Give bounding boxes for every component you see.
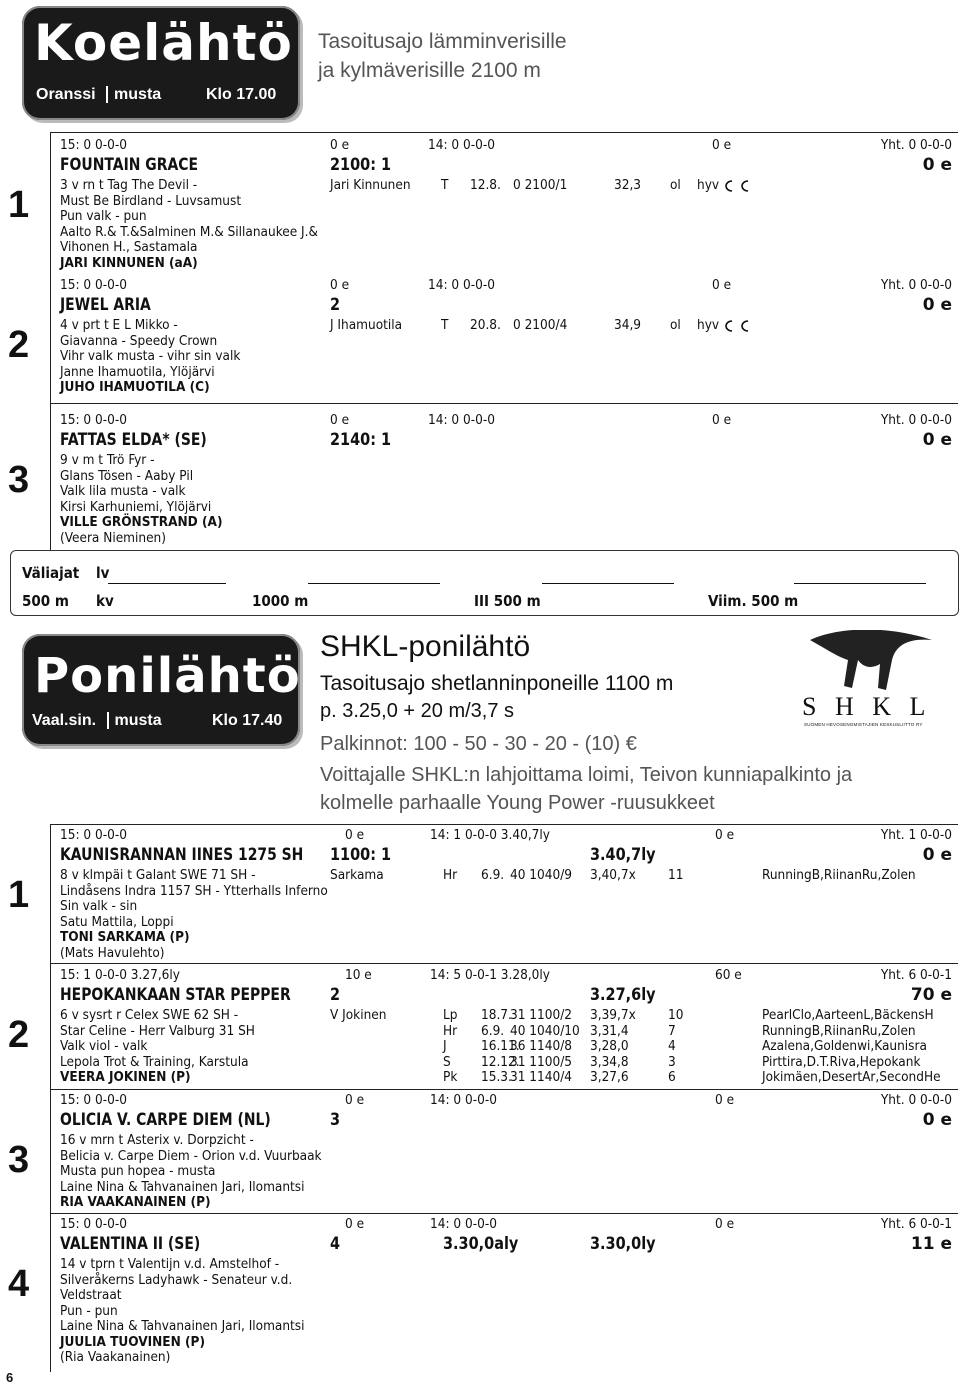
total-earnings: 0 e bbox=[922, 155, 952, 175]
start-result: 36 1140/8 bbox=[510, 1038, 573, 1054]
valiajat-viim: Viim. 500 m bbox=[708, 592, 799, 610]
start-top3: RunningB,RiinanRu,Zolen bbox=[762, 1022, 916, 1039]
info-line: Valk viol - valk bbox=[60, 1038, 148, 1054]
horse-name: OLICIA V. CARPE DIEM (NL) bbox=[60, 1110, 271, 1130]
stat-14: 14: 0 0-0-0 bbox=[430, 1092, 497, 1108]
badge-color-1: Oranssi bbox=[36, 86, 96, 103]
info-line: Star Celine - Herr Valburg 31 SH bbox=[60, 1022, 255, 1039]
horse-name: FOUNTAIN GRACE bbox=[60, 155, 199, 175]
stat-total: Yht. 6 0-0-1 bbox=[880, 1216, 952, 1232]
info-line: Sin valk - sin bbox=[60, 898, 138, 914]
info-line: Lepola Trot & Training, Karstula bbox=[60, 1053, 249, 1070]
info-line: Kirsi Karhuniemi, Ylöjärvi bbox=[60, 498, 212, 515]
info-line: 4 v prt t E L Mikko - bbox=[60, 317, 178, 333]
info-line: (Veera Nieminen) bbox=[60, 529, 166, 546]
info-line: JUULIA TUOVINEN (P) bbox=[60, 1333, 205, 1350]
info-line: Vihr valk musta - vihr sin valk bbox=[60, 348, 241, 364]
horse-name: FATTAS ELDA* (SE) bbox=[60, 430, 207, 450]
info-line: RIA VAAKANAINEN (P) bbox=[60, 1194, 211, 1210]
info-line: Laine Nina & Tahvanainen Jari, Ilomantsi bbox=[60, 1178, 305, 1195]
record: 3.27,6ly bbox=[590, 985, 656, 1005]
pony-note-1: Voittajalle SHKL:n lahjoittama loimi, Teivon kunniapalkinto ja bbox=[320, 764, 853, 786]
start-date: 18.7. bbox=[481, 1007, 512, 1023]
badge-colors bbox=[36, 86, 161, 104]
info-line: Pun - pun bbox=[60, 1302, 118, 1319]
entry-number: 3 bbox=[8, 459, 30, 501]
stat-15: 15: 1 0-0-0 3.27,6ly bbox=[60, 967, 180, 983]
start-top3: Pirttira,D.T.Riva,Hepokank bbox=[762, 1053, 921, 1070]
start-result: 40 1040/10 bbox=[510, 1022, 580, 1039]
info-line: Valk lila musta - valk bbox=[60, 483, 186, 499]
info-line: TONI SARKAMA (P) bbox=[60, 929, 190, 945]
valiajat-iii: III 500 m bbox=[474, 592, 541, 610]
start-driver: Jari Kinnunen bbox=[330, 177, 411, 193]
start-date: 12.8. bbox=[470, 177, 501, 193]
stat-total: Yht. 0 0-0-0 bbox=[880, 412, 952, 428]
stat-14: 14: 0 0-0-0 bbox=[428, 412, 495, 428]
start-track: J bbox=[443, 1038, 447, 1054]
stat-15-earnings: 0 e bbox=[330, 137, 350, 153]
start-track: Pk bbox=[443, 1069, 458, 1085]
start-time: 34,9 bbox=[614, 317, 642, 333]
start-top3: Azalena,Goldenwi,Kaunisra bbox=[762, 1038, 927, 1054]
start-hyv: hyv bbox=[697, 177, 720, 193]
start-result: 31 1140/4 bbox=[510, 1069, 573, 1085]
start-date: 16.11. bbox=[481, 1038, 520, 1054]
shoes-icon bbox=[720, 320, 752, 332]
info-line: Glans Tösen - Aaby Pil bbox=[60, 467, 194, 484]
pony-note-2: kolmelle parhaalle Young Power -ruusukkeet bbox=[320, 792, 715, 814]
record-2: 3.30,0aly bbox=[443, 1234, 519, 1254]
race-title-line1: Tasoitusajo lämminverisille bbox=[318, 30, 567, 53]
start-time: 3,34,8 bbox=[590, 1053, 629, 1070]
horse-heads-icon bbox=[800, 630, 940, 694]
entry-number: 1 bbox=[8, 184, 30, 226]
stat-15-earnings: 0 e bbox=[330, 277, 350, 293]
start-track: Hr bbox=[443, 867, 458, 883]
shoes-icon bbox=[720, 180, 752, 192]
info-line: 8 v klmpäi t Galant SWE 71 SH - bbox=[60, 867, 256, 883]
valiajat-1000m: 1000 m bbox=[252, 592, 309, 610]
start-date: 15.3. bbox=[481, 1069, 512, 1085]
valiajat-500m: 500 m bbox=[22, 592, 69, 610]
record: 3.40,7ly bbox=[590, 845, 656, 865]
start-ol: ol bbox=[670, 317, 681, 333]
entry-number: 2 bbox=[8, 324, 30, 366]
start-driver: J Ihamuotila bbox=[330, 317, 403, 333]
track-position: 3 bbox=[330, 1110, 341, 1130]
info-line: JARI KINNUNEN (aA) bbox=[60, 254, 198, 271]
stat-15-earnings: 10 e bbox=[345, 967, 372, 983]
info-line: Aalto R.& T.&Salminen M.& Sillanaukee J.& bbox=[60, 223, 318, 240]
start-position: 7 bbox=[668, 1022, 676, 1039]
info-line: 16 v mrn t Asterix v. Dorpzicht - bbox=[60, 1132, 254, 1148]
info-line: 14 v tprn t Valentijn v.d. Amstelhof - bbox=[60, 1256, 280, 1272]
start-ol: ol bbox=[670, 177, 681, 193]
info-line: Pun valk - pun bbox=[60, 208, 147, 224]
stat-14-earnings: 0 e bbox=[712, 137, 732, 153]
badge-title: Koelähtö bbox=[34, 14, 293, 72]
stat-15-earnings: 0 e bbox=[330, 412, 350, 428]
entry-number: 2 bbox=[8, 1014, 30, 1056]
stat-14: 14: 0 0-0-0 bbox=[428, 277, 495, 293]
info-line: Lindåsens Indra 1157 SH - Ytterhalls Inferno bbox=[60, 882, 328, 899]
start-time: 3,27,6 bbox=[590, 1069, 629, 1085]
pony-badge-colors bbox=[32, 712, 162, 730]
info-line: Silveråkerns Ladyhawk - Senateur v.d. bbox=[60, 1271, 293, 1288]
pony-badge-title: Ponilähtö bbox=[34, 648, 301, 704]
horse-name: JEWEL ARIA bbox=[60, 295, 151, 315]
start-time: 3,31,4 bbox=[590, 1022, 629, 1039]
track-position: 4 bbox=[330, 1234, 341, 1254]
start-driver: Sarkama bbox=[330, 867, 384, 883]
stat-15: 15: 0 0-0-0 bbox=[60, 277, 127, 293]
stat-14: 14: 1 0-0-0 3.40,7ly bbox=[430, 827, 550, 843]
stat-15: 15: 0 0-0-0 bbox=[60, 137, 127, 153]
start-track: T bbox=[441, 317, 449, 333]
info-line: Laine Nina & Tahvanainen Jari, Ilomantsi bbox=[60, 1318, 305, 1334]
info-line: Giavanna - Speedy Crown bbox=[60, 332, 218, 349]
info-line: 6 v sysrt r Celex SWE 62 SH - bbox=[60, 1007, 239, 1023]
start-result: 31 1100/2 bbox=[510, 1007, 573, 1023]
total-earnings: 0 e bbox=[922, 430, 952, 450]
start-top3: Jokimäen,DesertAr,SecondHe bbox=[762, 1069, 941, 1085]
start-date: 20.8. bbox=[470, 317, 501, 333]
stat-14-earnings: 60 e bbox=[715, 967, 742, 983]
ponilahto-badge bbox=[22, 634, 300, 746]
start-position: 11 bbox=[668, 867, 684, 883]
start-date: 12.12. bbox=[481, 1053, 520, 1070]
start-result: 0 2100/4 bbox=[513, 317, 568, 333]
info-line: Musta pun hopea - musta bbox=[60, 1163, 216, 1179]
stat-15-earnings: 0 e bbox=[345, 827, 365, 843]
total-earnings: 70 e bbox=[910, 985, 952, 1005]
horse-name: HEPOKANKAAN STAR PEPPER bbox=[60, 985, 291, 1005]
start-track: S bbox=[443, 1053, 451, 1070]
valiajat-lv: lv bbox=[96, 564, 110, 582]
pony-badge-color-1: Vaal.sin. bbox=[32, 712, 97, 729]
start-track: Hr bbox=[443, 1022, 458, 1039]
total-earnings: 0 e bbox=[922, 1110, 952, 1130]
start-top3: PearlClo,AarteenL,BäckensH bbox=[762, 1007, 934, 1023]
start-date: 6.9. bbox=[481, 1022, 505, 1039]
stat-total: Yht. 0 0-0-0 bbox=[880, 1092, 952, 1108]
track-position: 1100: 1 bbox=[330, 845, 392, 865]
start-result: 31 1100/5 bbox=[510, 1053, 573, 1070]
pony-badge-color-2: musta bbox=[114, 712, 162, 729]
stat-total: Yht. 1 0-0-0 bbox=[880, 827, 952, 843]
stat-15-earnings: 0 e bbox=[345, 1092, 365, 1108]
race-title-line2: ja kylmäverisille 2100 m bbox=[318, 59, 541, 82]
pony-race-p: p. 3.25,0 + 20 m/3,7 s bbox=[320, 700, 515, 722]
start-position: 10 bbox=[668, 1007, 684, 1023]
start-position: 4 bbox=[668, 1038, 676, 1054]
stat-total: Yht. 6 0-0-1 bbox=[880, 967, 952, 983]
start-time: 3,28,0 bbox=[590, 1038, 629, 1054]
start-top3: RunningB,RiinanRu,Zolen bbox=[762, 867, 916, 883]
info-line: Belicia v. Carpe Diem - Orion v.d. Vuurbaak bbox=[60, 1147, 322, 1164]
stat-total: Yht. 0 0-0-0 bbox=[880, 137, 952, 153]
info-line: (Mats Havulehto) bbox=[60, 944, 165, 961]
stat-14-earnings: 0 e bbox=[715, 1216, 735, 1232]
info-line: VEERA JOKINEN (P) bbox=[60, 1069, 191, 1085]
pony-prizes: Palkinnot: 100 - 50 - 30 - 20 - (10) € bbox=[320, 733, 637, 755]
pony-race-subtitle: Tasoitusajo shetlanninponeille 1100 m bbox=[320, 672, 674, 695]
koelahto-badge bbox=[22, 6, 300, 120]
start-position: 6 bbox=[668, 1069, 676, 1085]
shkl-logo bbox=[800, 630, 940, 730]
stat-15: 15: 0 0-0-0 bbox=[60, 827, 127, 843]
total-earnings: 0 e bbox=[922, 845, 952, 865]
info-line: (Ria Vaakanainen) bbox=[60, 1349, 171, 1365]
total-earnings: 0 e bbox=[922, 295, 952, 315]
info-line: 9 v m t Trö Fyr - bbox=[60, 452, 155, 468]
stat-14-earnings: 0 e bbox=[712, 277, 732, 293]
info-line: VILLE GRÖNSTRAND (A) bbox=[60, 514, 223, 530]
shkl-logo-subtitle: SUOMEN HEVOSENOMISTAJIEN KESKUSLIITTO RY bbox=[804, 722, 923, 727]
stat-15: 15: 0 0-0-0 bbox=[60, 1092, 127, 1108]
stat-15-earnings: 0 e bbox=[345, 1216, 365, 1232]
stat-14-earnings: 0 e bbox=[712, 412, 732, 428]
total-earnings: 11 e bbox=[910, 1234, 952, 1254]
badge-time: Klo 17.00 bbox=[206, 86, 277, 103]
info-line: Veldstraat bbox=[60, 1287, 122, 1303]
start-position: 3 bbox=[668, 1053, 676, 1070]
info-line: Satu Mattila, Loppi bbox=[60, 913, 174, 930]
badge-color-2: musta bbox=[114, 86, 162, 103]
track-position: 2 bbox=[330, 295, 341, 315]
stat-14-earnings: 0 e bbox=[715, 827, 735, 843]
info-line: Must Be Birdland - Luvsamust bbox=[60, 192, 242, 209]
start-driver: V Jokinen bbox=[330, 1007, 387, 1023]
stat-14-earnings: 0 e bbox=[715, 1092, 735, 1108]
horse-name: VALENTINA II (SE) bbox=[60, 1234, 201, 1254]
stat-15: 15: 0 0-0-0 bbox=[60, 1216, 127, 1232]
pony-badge-time: Klo 17.40 bbox=[212, 712, 283, 729]
info-line: Vihonen H., Sastamala bbox=[60, 239, 198, 255]
start-track: Lp bbox=[443, 1007, 458, 1023]
start-time: 3,40,7x bbox=[590, 867, 636, 883]
start-result: 40 1040/9 bbox=[510, 867, 573, 883]
stat-total: Yht. 0 0-0-0 bbox=[880, 277, 952, 293]
page-number: 6 bbox=[6, 1370, 14, 1385]
stat-14: 14: 0 0-0-0 bbox=[428, 137, 495, 153]
track-position: 2140: 1 bbox=[330, 430, 392, 450]
shkl-logo-text: S H K L bbox=[802, 692, 932, 721]
entry-number: 4 bbox=[8, 1263, 30, 1305]
start-result: 0 2100/1 bbox=[513, 177, 568, 193]
track-position: 2100: 1 bbox=[330, 155, 392, 175]
valiajat-label: Väliajat bbox=[22, 564, 80, 582]
entry-number: 3 bbox=[8, 1139, 30, 1181]
start-hyv: hyv bbox=[697, 317, 720, 333]
start-time: 3,39,7x bbox=[590, 1007, 636, 1023]
info-line: 3 v rn t Tag The Devil - bbox=[60, 177, 198, 193]
start-time: 32,3 bbox=[614, 177, 642, 193]
info-line: JUHO IHAMUOTILA (C) bbox=[60, 379, 210, 395]
pony-race-title: SHKL-ponilähtö bbox=[320, 630, 531, 663]
stat-14: 14: 0 0-0-0 bbox=[430, 1216, 497, 1232]
entry-number: 1 bbox=[8, 874, 30, 916]
stat-15: 15: 0 0-0-0 bbox=[60, 412, 127, 428]
stat-14: 14: 5 0-0-1 3.28,0ly bbox=[430, 967, 550, 983]
record: 3.30,0ly bbox=[590, 1234, 656, 1254]
start-date: 6.9. bbox=[481, 867, 505, 883]
track-position: 2 bbox=[330, 985, 341, 1005]
valiajat-kv: kv bbox=[96, 592, 114, 610]
horse-name: KAUNISRANNAN IINES 1275 SH bbox=[60, 845, 304, 865]
info-line: Janne Ihamuotila, Ylöjärvi bbox=[60, 363, 215, 380]
start-track: T bbox=[441, 177, 449, 193]
